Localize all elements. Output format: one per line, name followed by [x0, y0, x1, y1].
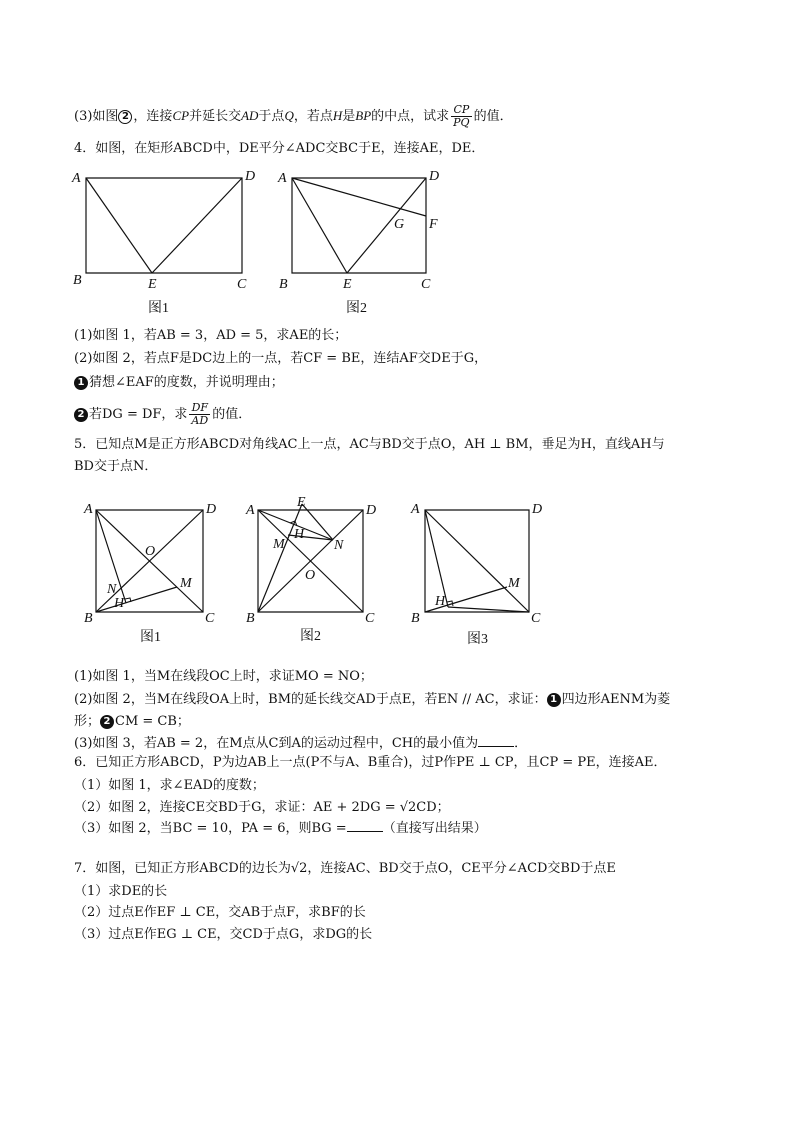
label-h: H [435, 594, 446, 609]
q7-part3: （3）过点E作EG ⊥ CE，交CD于点G，求DG的长 [74, 927, 373, 942]
q5-figure-1 [80, 495, 230, 645]
fraction-cp-pq: $\frac{CP}{PQ}$ [453, 103, 470, 129]
label-a: A [84, 502, 93, 517]
circle-number-2-icon: 2 [74, 408, 88, 422]
label-o: O [145, 544, 156, 559]
caption-figure-1: 图1 [148, 301, 169, 316]
caption-figure-2: 图2 [346, 301, 367, 316]
q6-stem: 6．已知正方形ABCD，P为边AB上一点(P不与A、B重合)，过P作PE ⊥ CP，且CP = PE，连接AE． [74, 755, 667, 770]
label-d: D [245, 169, 256, 184]
q5-part1: (1)如图 1，当M在线段OC上时，求证MO = NO； [74, 669, 373, 684]
answer-blank[interactable] [347, 819, 383, 832]
circle-number-1-icon: 1 [74, 376, 88, 390]
label-d: D [206, 502, 217, 517]
segment-be [258, 504, 302, 612]
label-c: C [365, 611, 375, 626]
label-c: C [531, 611, 541, 626]
q6-part3: （3）如图 2，当BC = 10，PA = 6，则BG = （直接写出结果） [74, 821, 487, 836]
label-c: C [237, 277, 247, 292]
label-n: N [107, 582, 117, 597]
segment-de [347, 178, 426, 273]
label-m: M [508, 576, 520, 591]
caption-figure-3: 图3 [467, 632, 488, 647]
label-c: C [205, 611, 215, 626]
label-d: D [366, 503, 377, 518]
q5-stem-2: BD交于点N． [74, 459, 158, 474]
label-b: B [73, 273, 82, 288]
label-m: M [180, 576, 192, 591]
label-m: M [273, 537, 285, 552]
label-e: E [343, 277, 352, 292]
label-e: E [148, 277, 157, 292]
q4-figure-2 [276, 166, 476, 316]
circle-number-2-icon: 2 [100, 715, 114, 729]
label-a: A [72, 171, 81, 186]
label-a: A [278, 171, 287, 186]
q4-figure-1 [70, 166, 270, 316]
q7-part2: （2）过点E作EF ⊥ CE，交AB于点F，求BF的长 [74, 905, 366, 920]
q6-part2: （2）如图 2，连接CE交BD于G，求证：AE + 2DG = √2CD； [74, 800, 450, 815]
q4-part2-2: 2 若DG = DF，求 $\frac{DF}{AD}$ 的值． [74, 402, 251, 427]
label-h: H [294, 527, 305, 542]
segment-ae [86, 178, 152, 273]
label-n: N [334, 538, 344, 553]
label-b: B [411, 611, 420, 626]
label-d: D [429, 169, 440, 184]
circle-number-1-icon: 1 [547, 693, 561, 707]
circle-number-2-icon: 2 [118, 110, 132, 124]
label-a: A [246, 503, 255, 518]
caption-figure-2: 图2 [300, 629, 321, 644]
q6-part1: （1）如图 1，求∠EAD的度数； [74, 778, 265, 793]
q5-part2: (2)如图 2，当M在线段OA上时，BM的延长线交AD于点E，若EN // AC，求证： 1 四边形AENM为菱 [74, 692, 671, 707]
label-b: B [279, 277, 288, 292]
q7-stem: 7．如图，已知正方形ABCD的边长为√2，连接AC、BD交于点O，CE平分∠ACD交BD于点E [74, 861, 616, 876]
segment-en [302, 504, 333, 540]
q4-part2: (2)如图 2，若点F是DC边上的一点，若CF = BE，连结AF交DE于G， [74, 351, 488, 366]
q4-part1: (1)如图 1，若AB = 3，AD = 5，求AE的长； [74, 328, 348, 343]
q5-stem-1: 5．已知点M是正方形ABCD对角线AC上一点，AC与BD交于点O，AH ⊥ BM，垂足为H，直线AH与 [74, 437, 665, 452]
label-d: D [532, 502, 543, 517]
fraction-df-ad: $\frac{DF}{AD}$ [191, 401, 209, 427]
segment-ah [425, 510, 448, 607]
label-c: C [421, 277, 431, 292]
label-f: F [429, 217, 438, 232]
segment-ae [292, 178, 347, 273]
label-h: H [114, 596, 125, 611]
q5-part2-cont: 形； 2 CM = CB； [74, 714, 190, 729]
label-o: O [305, 568, 316, 583]
caption-figure-1: 图1 [140, 630, 161, 645]
segment-de [152, 178, 242, 273]
label-g: G [394, 217, 405, 232]
label-e: E [297, 495, 306, 510]
segment-hc [448, 607, 529, 612]
q7-part1: （1）求DE的长 [74, 884, 168, 899]
q3-part3-line: (3)如图 2 ，连接CP并延长交AD于点Q，若点H是BP的中点，试求 $\frac{CP}{PQ}$ 的值． [74, 103, 513, 129]
q4-stem: 4．如图，在矩形ABCD中，DE平分∠ADC交BC于E，连接AE，DE． [74, 141, 485, 156]
q5-figure-2 [240, 490, 390, 644]
q5-figure-3 [405, 495, 555, 645]
q5-part3: (3)如图 3，若AB = 2，在M点从C到A的运动过程中，CH的最小值为 ． [74, 736, 528, 751]
label-b: B [246, 611, 255, 626]
answer-blank[interactable] [478, 734, 514, 747]
q4-part2-1: 1 猜想∠EAF的度数，并说明理由； [74, 373, 284, 393]
segment-af [292, 178, 426, 216]
rectangle-abcd [86, 178, 242, 273]
label-a: A [411, 502, 420, 517]
label-b: B [84, 611, 93, 626]
